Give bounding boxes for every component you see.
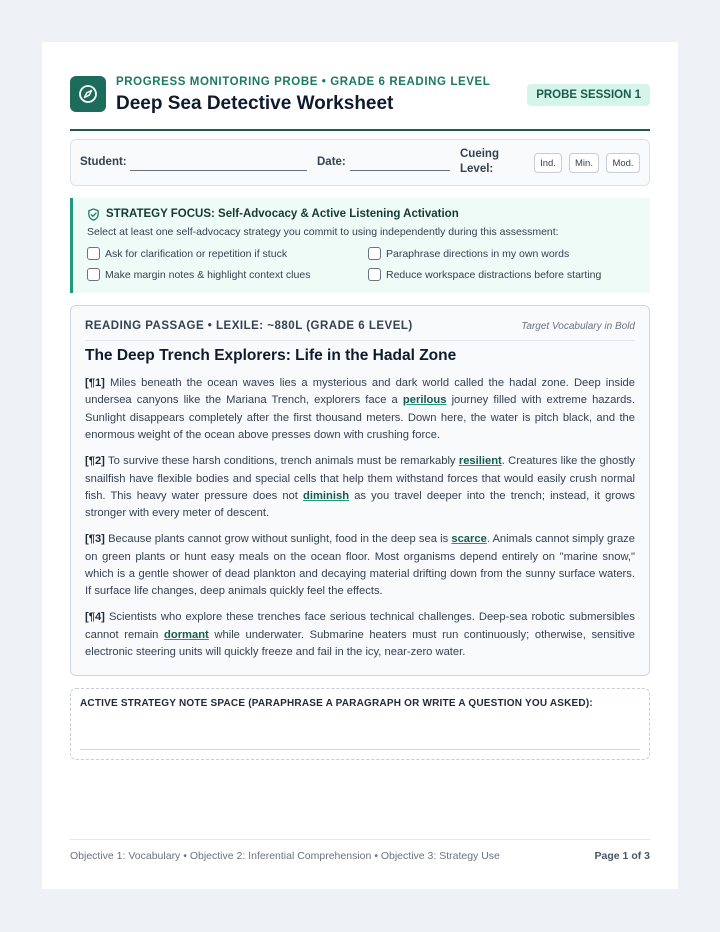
paragraph-number: [¶1]	[85, 377, 105, 389]
page-footer	[70, 839, 650, 870]
vocab-word-perilous: perilous	[402, 394, 447, 407]
worksheet-header	[70, 75, 650, 131]
vocab-word-diminish: diminish	[303, 489, 350, 502]
paragraph-1	[85, 375, 635, 445]
student-label: Student:	[80, 156, 127, 168]
strategy-focus-panel	[70, 198, 650, 293]
checkbox[interactable]	[87, 268, 100, 281]
checkbox[interactable]	[87, 247, 100, 260]
compass-icon	[70, 76, 106, 112]
strategy-description: Select at least one self-advocacy strategy you commit to using independently during this assessment:	[87, 226, 559, 238]
strategy-title-text: STRATEGY FOCUS: Self-Advocacy & Active Listening Activation	[106, 208, 459, 220]
vocab-word-dormant: dormant	[164, 628, 209, 641]
paragraph-2	[85, 453, 635, 523]
student-info-row	[70, 139, 650, 186]
paragraph-text: Miles beneath the ocean waves lies a mysterious and dark world called the hadal zone. Deep inside undersea canyons like the Mariana Trench, explorers face a	[85, 377, 635, 407]
paragraph-text: as you travel deeper into the trench; instead, it grows stronger with every meter of descent.	[85, 489, 635, 520]
note-space-label: ACTIVE STRATEGY NOTE SPACE (PARAPHRASE A PARAGRAPH OR WRITE A QUESTION YOU ASKED):	[80, 698, 593, 709]
reading-passage	[70, 305, 650, 676]
paragraph-3	[85, 531, 635, 601]
passage-body	[85, 375, 635, 670]
vocab-word-scarce: scarce	[451, 533, 487, 546]
passage-label: READING PASSAGE • LEXILE: ~880L (GRADE 6 LEVEL)	[85, 320, 413, 332]
paragraph-text: To survive these harsh conditions, trench animals must be remarkably	[104, 455, 459, 468]
paragraph-text: journey filled with extreme hazards. Sunlight disappears completely after the first thousand meters. Down here, the water is pitch black, and the enormous weight of the ocean above presses down with crushing force.	[85, 394, 635, 442]
worksheet-page	[42, 42, 678, 889]
page-number: Page 1 of 3	[594, 850, 650, 862]
paragraph-number: [¶4]	[85, 611, 105, 624]
header-kicker: PROGRESS MONITORING PROBE • GRADE 6 READING LEVEL	[116, 76, 491, 88]
cueing-option-minimal[interactable]: Min.	[569, 153, 599, 173]
paragraph-text: Because plants cannot grow without sunlight, food in the deep sea is	[104, 533, 452, 546]
vocabulary-note: Target Vocabulary in Bold	[521, 321, 635, 332]
date-field[interactable]	[350, 170, 450, 171]
paragraph-text: . Creatures like the ghostly snailfish have flexible bodies and special cells that help them withstand forces that would easily crush normal fish. This heavy water pressure does not	[85, 455, 635, 502]
cueing-option-moderate[interactable]: Mod.	[606, 153, 640, 173]
strategy-option-label: Ask for clarification or repetition if stuck	[105, 248, 288, 260]
checkbox[interactable]	[368, 268, 381, 281]
strategy-note-space[interactable]	[70, 688, 650, 760]
paragraph-number: [¶2]	[85, 455, 105, 468]
paragraph-number: [¶3]	[85, 533, 105, 546]
cueing-option-independent[interactable]: Ind.	[534, 153, 562, 173]
paragraph-text: while underwater. Submarine heaters must run continuously; otherwise, sensitive electronic steering units will quickly freeze and fail in the icy, near-zero water.	[85, 628, 635, 659]
cueing-level-label: Cueing Level:	[460, 148, 499, 175]
strategy-option-label: Paraphrase directions in my own words	[386, 248, 570, 260]
paragraph-text: . Animals cannot simply graze on green plants or hunt easy meals on the ocean floor. Most organisms depend entirely on "marine snow," which is a gentle shower of dead plankton and decaying material drifting down from the sunny surface waters. If surface life changes, deep animals quickly feel the effects.	[85, 533, 635, 598]
date-label: Date:	[317, 156, 346, 168]
shield-check-icon	[87, 208, 100, 221]
vocab-word-resilient: resilient	[458, 455, 502, 468]
passage-title: The Deep Trench Explorers: Life in the Hadal Zone	[85, 347, 457, 364]
checkbox[interactable]	[368, 247, 381, 260]
strategy-option-label: Reduce workspace distractions before starting	[386, 269, 602, 281]
paragraph-text: Scientists who explore these trenches face serious technical challenges. Deep-sea robotic submersibles cannot remain	[85, 611, 635, 641]
strategy-option-label: Make margin notes & highlight context clues	[105, 269, 311, 281]
objectives-text: Objective 1: Vocabulary • Objective 2: Inferential Comprehension • Objective 3: Strategy Use	[70, 850, 500, 862]
session-badge: PROBE SESSION 1	[527, 84, 650, 106]
page-title: Deep Sea Detective Worksheet	[116, 93, 394, 114]
note-writing-line[interactable]	[80, 749, 640, 750]
passage-header	[85, 320, 635, 341]
paragraph-4	[85, 609, 635, 661]
student-name-field[interactable]	[130, 170, 307, 171]
